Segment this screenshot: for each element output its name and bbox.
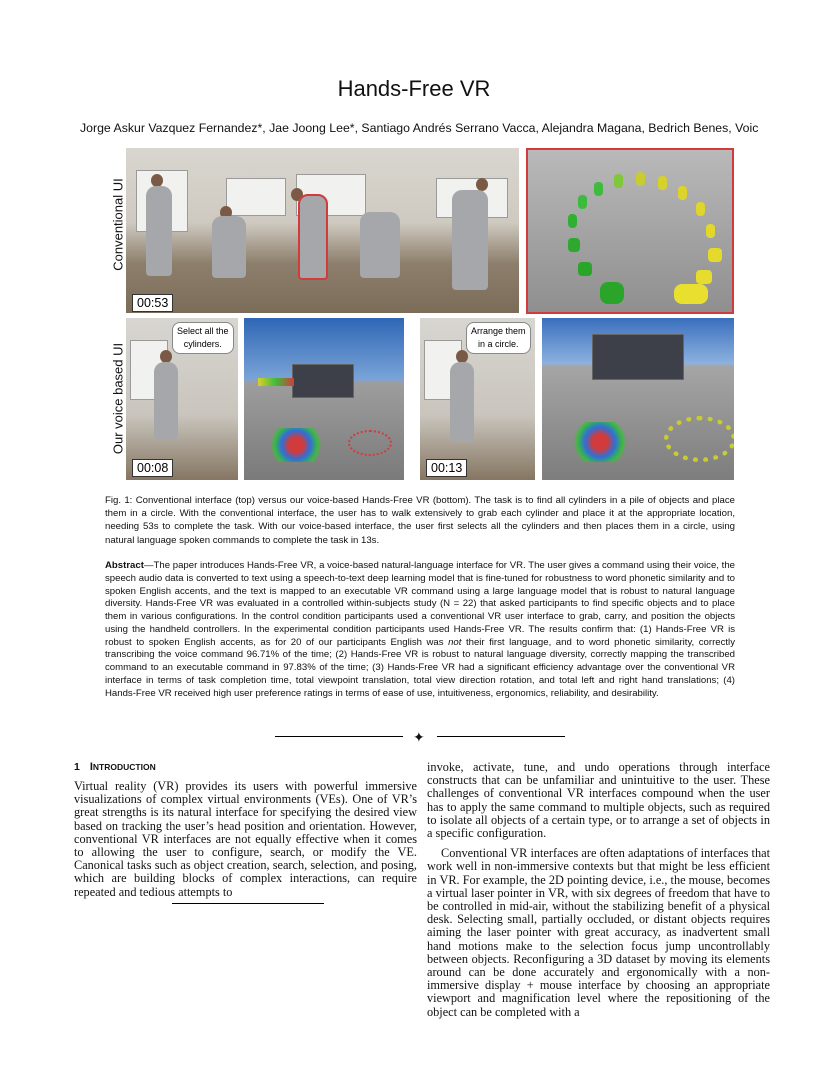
person-figure	[450, 362, 474, 442]
photo-voice-arrange	[420, 318, 535, 480]
whiteboard	[226, 178, 286, 216]
person-figure	[360, 212, 400, 278]
row-label-voice: Our voice based UI	[110, 342, 126, 455]
body-column-left: Virtual reality (VR) provides its users with powerful immersive visualizations of complex virtual environments (VEs). One of VR’s great strengths is its natural interface for specifying the desired view based on tracking the user’s head position and orientation. However, conventional VR interfaces are not equally effective when it comes to allowing the user to configure, search, or modify the VE. Canonical tasks such as object creation, search, selection, and posing, which are building blocks of complex interactions, can require repeated and tedious attempts to	[74, 779, 417, 899]
abstract-emphasis: not	[448, 636, 462, 648]
cylinder	[568, 238, 580, 252]
person-figure	[452, 190, 488, 290]
timer-voice-arrange: 00:13	[426, 459, 467, 477]
person-figure	[212, 216, 246, 278]
target-circle	[348, 430, 392, 456]
speech-bubble-line: Select all the	[177, 326, 229, 336]
cylinder	[614, 174, 623, 188]
divider-ornament: ✦	[413, 729, 425, 745]
speech-bubble-line: cylinders.	[183, 339, 222, 349]
abstract-label: Abstract	[105, 560, 144, 571]
object-pile	[568, 422, 632, 462]
abstract-text: their first language, and to word phonetic similarity, correctly transcribing the voice command 96.71% of the time; (2) Hands-Free VR is robust to natural language diversity, correctly mapping the transcribed command to an executable command in 97.83% of the time; (3) Hands-Free VR had a significant efficiency advantage over the conventional VR interface in terms of task completion time, total viewpoint translation, total view direction rotation, and total left and right hand translations; (4) Hands-Free VR received high user preference ratings in terms of ease of use, intuitiveness, ergonomics, reliability, and desirability.	[105, 636, 735, 699]
cylinder	[708, 248, 722, 262]
cylinder	[696, 202, 705, 216]
section-divider	[275, 730, 565, 744]
cylinder	[578, 195, 587, 209]
cylinder	[594, 182, 603, 196]
body-column-right	[427, 761, 770, 1019]
vr-command-panel	[292, 364, 354, 398]
cylinder	[706, 224, 715, 238]
cylinder	[658, 176, 667, 190]
cylinder	[600, 282, 624, 304]
divider-line	[275, 736, 403, 737]
abstract	[105, 560, 735, 700]
object-pile	[264, 428, 328, 462]
paragraph: Conventional VR interfaces are often adaptations of interfaces that work well in non-immersive contexts but that might be less efficient in VR. For example, the 2D pointing device, i.e., the mouse, becomes a virtual laser pointer in VR, with six degrees of freedom that have to be controlled in mid-air, without the stabilizing benefit of a physical desk. Selecting small, partially occluded, or distant objects requires aiming the laser pointer with great accuracy, as inadvertent small hand motions make to the selection focus jump uncontrollably between objects. Reconfiguring a 3D dataset by moving its elements around can be done accurately and ergonomically with a non-immersive display + mouse interface by choosing an appropriate viewport and magnification level where the repositioning of the object can be completed with a	[427, 846, 770, 1019]
row-label-conventional: Conventional UI	[110, 178, 126, 271]
vr-view-conventional	[526, 148, 734, 314]
cylinder	[678, 186, 687, 200]
section-number: 1	[74, 761, 80, 773]
speech-bubble-line: Arrange them	[471, 326, 526, 336]
section-title-rest: NTRODUCTION	[92, 762, 156, 772]
speech-bubble-arrange	[466, 322, 531, 354]
timer-conventional: 00:53	[132, 294, 173, 312]
person-figure-highlighted	[298, 194, 328, 280]
vr-view-voice-select	[244, 318, 404, 480]
person-figure	[154, 362, 178, 440]
divider-line	[437, 736, 565, 737]
speech-bubble-line: in a circle.	[478, 339, 519, 349]
cylinder	[696, 270, 712, 284]
abstract-text: —The paper introduces Hands-Free VR, a voice-based natural-language interface for VR. The user gives a command using their voice, the speech audio data is converted to text using a speech-to-text deep learning model that is fine-tuned for robustness to word phonetic similarity and to spoken English accents, and the text is mapped to an executable VR command using a large language model that is robust to natural language diversity. Hands-Free VR was evaluated in a controlled within-subjects study (N = 22) that asked participants to find specific objects and to place them in various configurations. In the control condition participants used a conventional VR user interface to grab, carry, and position the objects using the handheld controllers. In the experimental condition participants used Hands-Free VR. The results confirm that: (1) Hands-Free VR is robust to spoken English accents, as for 20 of our participants English was	[105, 560, 735, 648]
timer-voice-select: 00:08	[132, 459, 173, 477]
person-figure	[146, 186, 172, 276]
footnote-rule	[172, 903, 324, 904]
figure-caption: Fig. 1: Conventional interface (top) versus our voice-based Hands-Free VR (bottom). The task is to find all cylinders in a pile of objects and place them in a circle. With the conventional interface, the user has to walk extensively to grab each cylinder and place it at the appropriate location, needing 53s to complete the task. With our voice-based interface, the user first selects all the cylinders and then places them in a circle, using natural language spoken commands to complete the task in 13s.	[105, 495, 735, 546]
cylinder	[636, 172, 645, 186]
section-title-initial: I	[89, 761, 93, 773]
photo-conventional-ui	[126, 148, 519, 313]
cylinder	[568, 214, 577, 228]
paper-title: Hands-Free VR	[337, 76, 491, 101]
photo-voice-select	[126, 318, 238, 480]
vr-command-panel	[592, 334, 684, 380]
author-list: Jorge Askur Vazquez Fernandez*, Jae Joong Lee*, Santiago Andrés Serrano Vacca, Alejandra Magana, Bedrich Benes, Voic	[80, 121, 759, 135]
paragraph: invoke, activate, tune, and undo operations through interface constructs that can be unfamiliar and unintuitive to the user. These challenges of conventional VR interfaces compound when the user has to apply the same command to multiple objects, such as required to isolate all objects of a certain type, or to arrange a set of objects in a specific configuration.	[427, 760, 770, 841]
cylinder	[674, 284, 708, 304]
section-heading	[74, 761, 156, 773]
arranged-cylinder-circle	[664, 416, 734, 462]
speech-bubble-select	[172, 322, 234, 354]
cylinder	[578, 262, 592, 276]
vr-view-voice-arrange	[542, 318, 734, 480]
selected-cylinders	[258, 378, 294, 386]
